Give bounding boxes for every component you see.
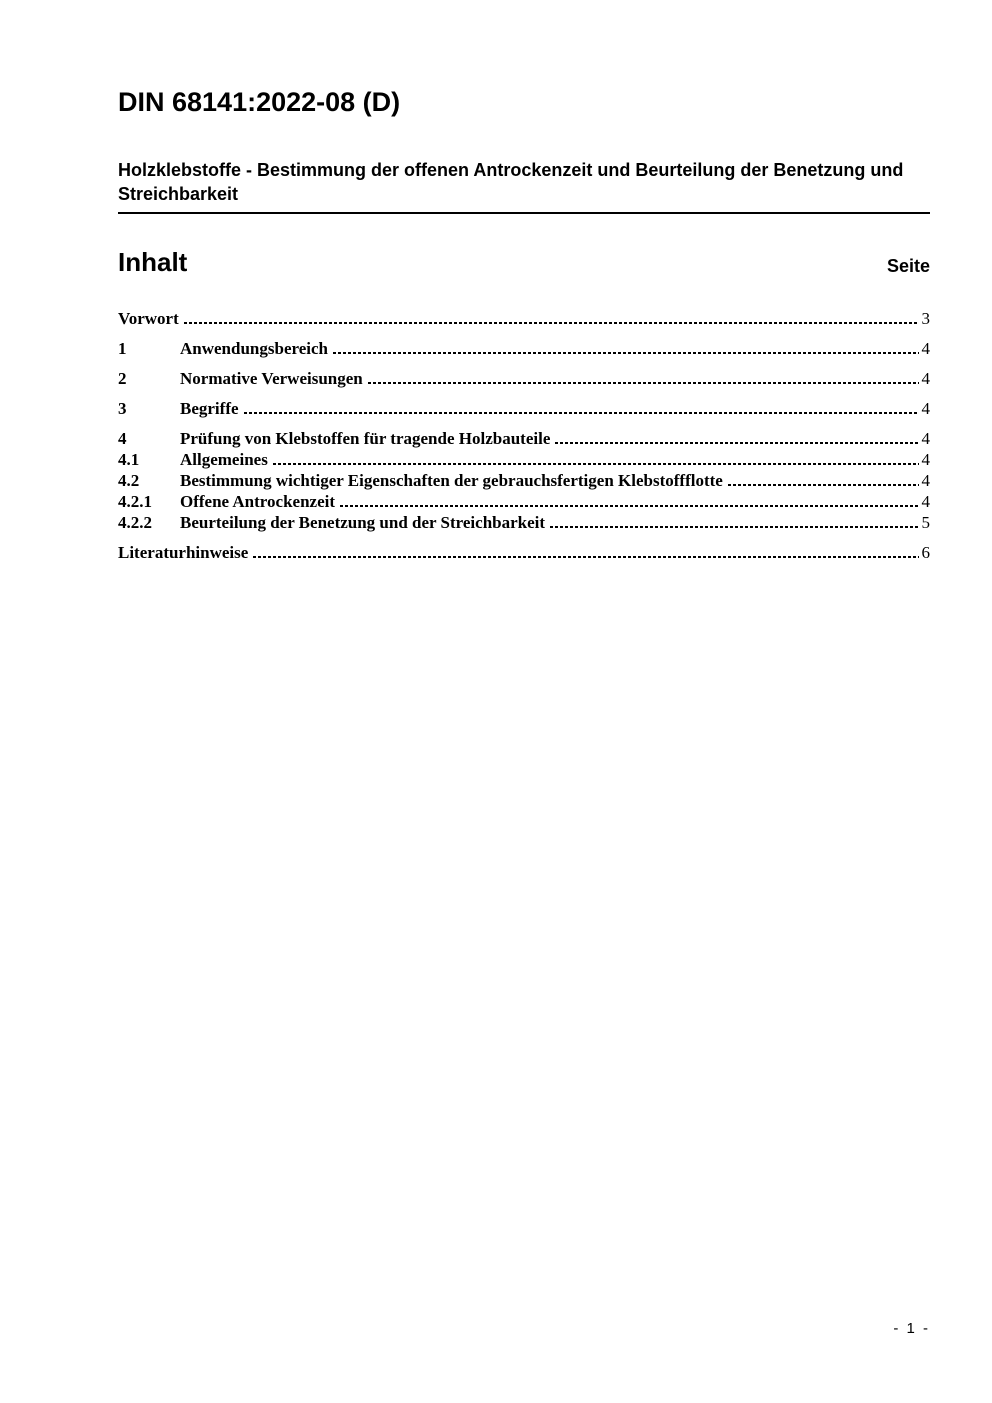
- toc-leader-dots: [368, 382, 919, 384]
- toc-entry-page: 4: [921, 429, 930, 449]
- toc-entry-label: Beurteilung der Benetzung und der Streichbarkeit: [180, 513, 546, 533]
- document-title: Holzklebstoffe - Bestimmung der offenen Antrockenzeit und Beurteilung der Benetzung und Streichbarkeit: [118, 158, 930, 214]
- toc-entry-page: 4: [921, 399, 930, 419]
- toc-entry-page: 4: [921, 369, 930, 389]
- toc-entry-label: Offene Antrockenzeit: [180, 492, 336, 512]
- toc-leader-dots: [333, 352, 919, 354]
- toc-entry-2[interactable]: [118, 367, 930, 388]
- toc-leader-dots: [244, 412, 919, 414]
- toc-leader-dots: [253, 556, 918, 558]
- toc-leader-dots: [550, 526, 918, 528]
- toc-entry-number: 2: [118, 369, 127, 389]
- toc-page-column-label: Seite: [886, 256, 930, 277]
- toc-entry-number: 3: [118, 399, 127, 419]
- toc-entry-4-1[interactable]: [118, 448, 930, 469]
- toc-entry-3[interactable]: [118, 397, 930, 418]
- toc-entry-4-2-1[interactable]: [118, 490, 930, 511]
- table-of-contents: [118, 307, 930, 562]
- toc-leader-dots: [273, 463, 919, 465]
- toc-leader-dots: [340, 505, 918, 507]
- toc-entry-label: Literaturhinweise: [118, 543, 249, 563]
- toc-entry-label: Bestimmung wichtiger Eigenschaften der gebrauchsfertigen Klebstoffflotte: [180, 471, 723, 491]
- toc-header: [118, 247, 930, 277]
- toc-entry-page: 4: [921, 471, 930, 491]
- toc-entry-4[interactable]: [118, 427, 930, 448]
- toc-entry-label: Prüfung von Klebstoffen für tragende Holzbauteile: [180, 429, 551, 449]
- toc-leader-dots: [728, 484, 919, 486]
- doc-number-heading: DIN 68141:2022-08 (D): [118, 87, 401, 117]
- toc-entry-page: 4: [921, 492, 930, 512]
- toc-entry-label: Allgemeines: [180, 450, 268, 470]
- toc-entry-4-2-2[interactable]: [118, 511, 930, 532]
- toc-entry-vorwort[interactable]: [118, 307, 930, 328]
- toc-entry-literaturhinweise[interactable]: [118, 541, 930, 562]
- toc-entry-label: Normative Verweisungen: [180, 369, 363, 389]
- toc-entry-number: 4.2.1: [118, 492, 152, 512]
- toc-entry-label: Begriffe: [180, 399, 239, 419]
- toc-entry-label: Vorwort: [118, 309, 179, 329]
- page-number-footer: - 1 -: [893, 1320, 930, 1337]
- toc-heading: Inhalt: [118, 247, 188, 278]
- toc-entry-1[interactable]: [118, 337, 930, 358]
- toc-entry-number: 4: [118, 429, 127, 449]
- toc-entry-4-2[interactable]: [118, 469, 930, 490]
- toc-entry-label: Anwendungsbereich: [180, 339, 328, 359]
- toc-entry-number: 4.2: [118, 471, 140, 491]
- toc-entry-page: 4: [921, 339, 930, 359]
- toc-leader-dots: [184, 322, 919, 324]
- toc-entry-number: 4.2.2: [118, 513, 152, 533]
- toc-entry-page: 3: [921, 309, 930, 329]
- toc-leader-dots: [555, 442, 918, 444]
- toc-entry-number: 4.1: [118, 450, 140, 470]
- toc-entry-number: 1: [118, 339, 127, 359]
- toc-entry-page: 5: [921, 513, 930, 533]
- toc-entry-page: 6: [921, 543, 930, 563]
- toc-entry-page: 4: [921, 450, 930, 470]
- page-content: [118, 0, 930, 562]
